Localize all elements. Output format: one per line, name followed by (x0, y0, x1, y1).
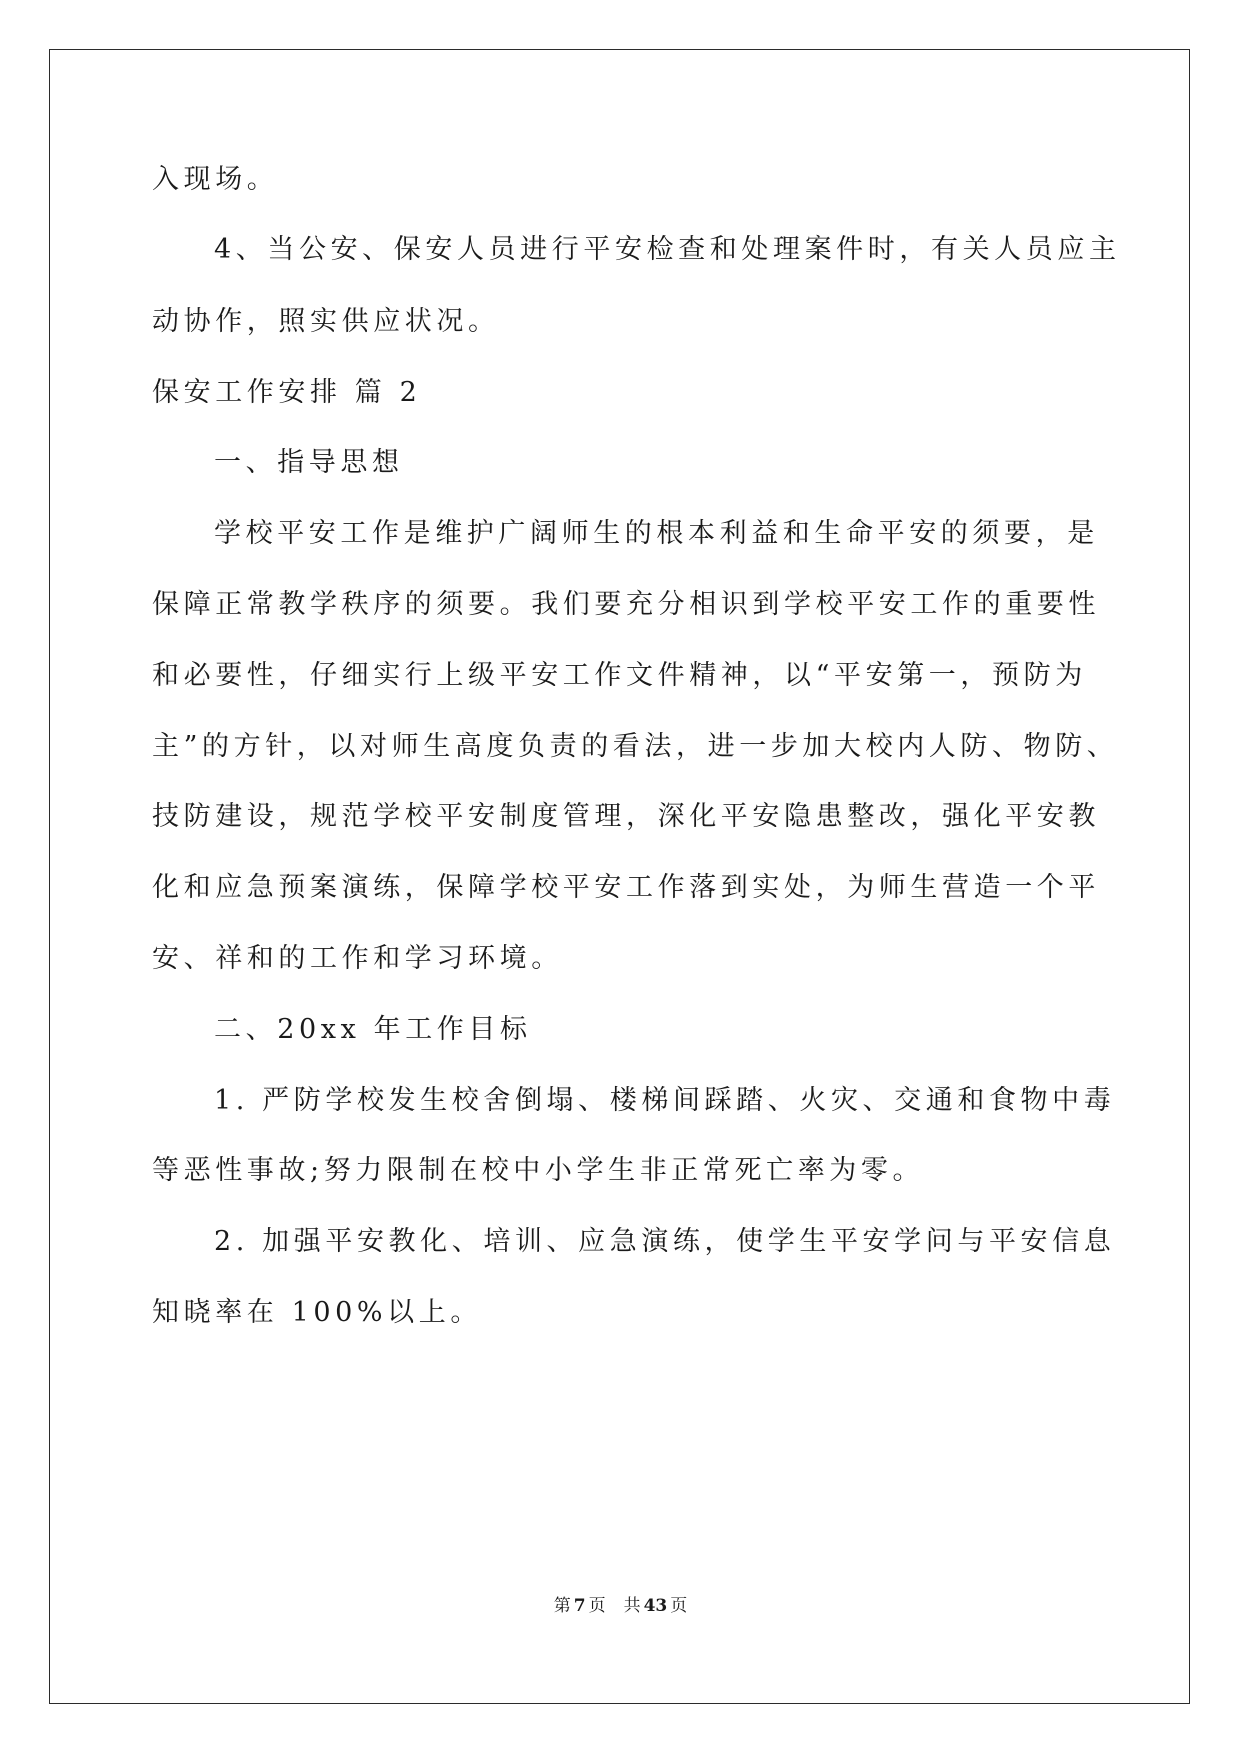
list-item-1: 1. 严防学校发生校舍倒塌、楼梯间踩踏、火灾、交通和食物中毒 (214, 1085, 1116, 1116)
list-item-2-continuation: 知晓率在 100%以上。 (152, 1297, 482, 1328)
paragraph-line: 和必要性，仔细实行上级平安工作文件精神，以“平安第一，预防为 (152, 660, 1087, 691)
paragraph-line: 保障正常教学秩序的须要。我们要充分相识到学校平安工作的重要性 (152, 589, 1100, 620)
text-line: 动协作，照实供应状况。 (152, 306, 500, 337)
footer-total-pages: 43 (643, 1596, 668, 1616)
paragraph-line: 安、祥和的工作和学习环境。 (152, 943, 563, 974)
paragraph-line: 技防建设，规范学校平安制度管理，深化平安隐患整改，强化平安教 (152, 801, 1100, 832)
paragraph-line: 学校平安工作是维护广阔师生的根本利益和生命平安的须要，是 (214, 518, 1099, 549)
section-heading: 保安工作安排 篇 2 (152, 377, 422, 408)
footer-page-suffix: 页 (588, 1596, 606, 1616)
paragraph-line: 主”的方针，以对师生高度负责的看法，进一步加大校内人防、物防、 (152, 731, 1119, 762)
footer-total-prefix: 共 (623, 1596, 641, 1616)
list-item-1-continuation: 等恶性事故;努力限制在校中小学生非正常死亡率为零。 (152, 1155, 925, 1186)
text-line-item-4: 4、当公安、保安人员进行平安检查和处理案件时，有关人员应主 (214, 234, 1121, 265)
text-line-continuation: 入现场。 (152, 164, 279, 195)
footer-page-prefix: 第 (553, 1596, 571, 1616)
footer-page-number: 7 (573, 1596, 586, 1616)
subsection-heading-guiding-ideology: 一、指导思想 (214, 447, 404, 478)
subsection-heading-work-goals: 二、20xx 年工作目标 (214, 1014, 532, 1045)
page-footer (0, 1595, 1241, 1617)
list-item-2: 2. 加强平安教化、培训、应急演练，使学生平安学问与平安信息 (214, 1226, 1116, 1257)
paragraph-line: 化和应急预案演练，保障学校平安工作落到实处，为师生营造一个平 (152, 872, 1100, 903)
footer-total-suffix: 页 (670, 1596, 688, 1616)
